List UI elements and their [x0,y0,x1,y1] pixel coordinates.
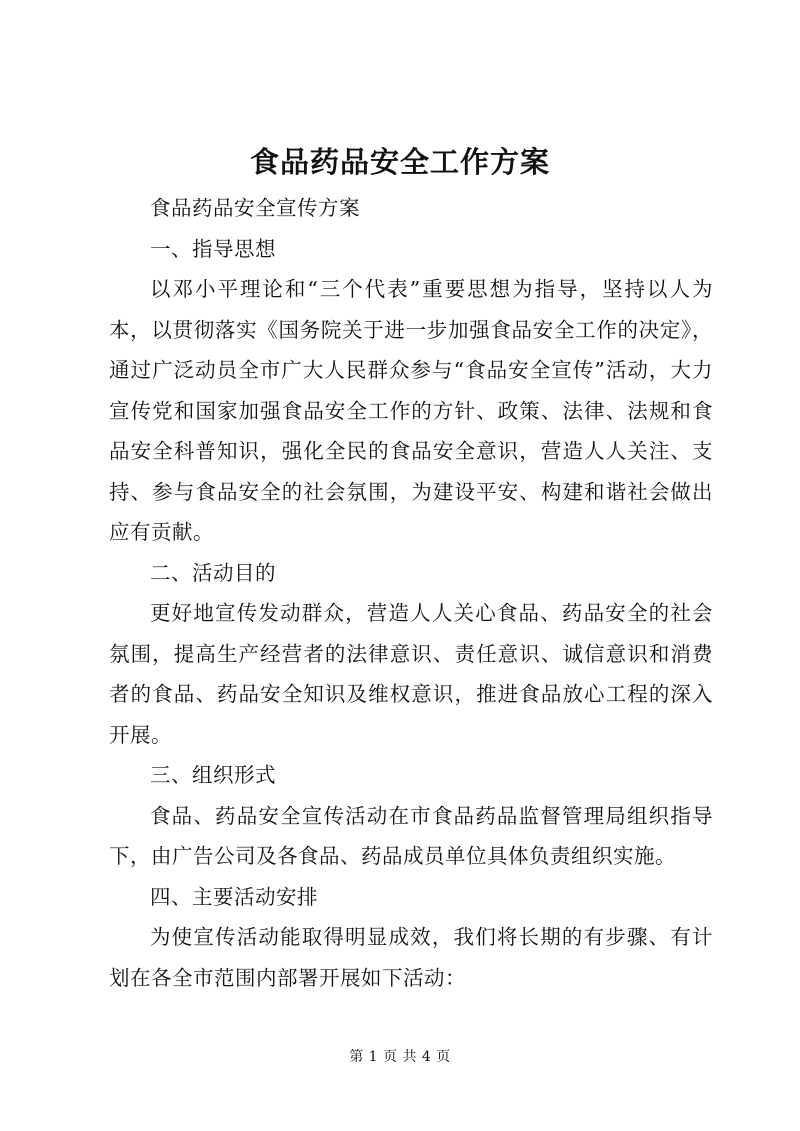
section-heading-organization-form: 三、组织形式 [150,763,276,787]
document-body [109,188,713,998]
paragraph-organization-form: 食品、药品安全宣传活动在市食品药品监督管理局组织指导下，由广告公司及各食品、药品成员单位具体负责组织实施。 [109,803,713,868]
paragraph-subtitle: 食品药品安全宣传方案 [150,196,360,220]
paragraph-main-activities: 为使宣传活动能取得明显成效，我们将长期的有步骤、有计划在各全市范围内部署开展如下活动： [109,925,713,990]
section-heading-main-activities: 四、主要活动安排 [150,884,318,909]
section-heading-activity-purpose: 二、活动目的 [150,560,276,585]
document-title: 食品药品安全工作方案 [249,145,550,179]
section-heading-guiding-ideology: 一、指导思想 [150,236,276,261]
paragraph-guiding-ideology: 以邓小平理论和“三个代表”重要思想为指导，坚持以人为本，以贯彻落实《国务院关于进一步加强食品安全工作的决定》，通过广泛动员全市广大人民群众参与“食品安全宣传”活动，大力宣传党和国家加强食品安全工作的方针、政策、法律、法规和食品安全科普知识，强化全民的食品安全意识，营造人人关注、支持、参与食品安全的社会氛围，为建设平安、构建和谐社会做出应有贡献。 [109,277,713,544]
page-footer: 第 1 页 共 4 页 [349,1049,451,1065]
paragraph-activity-purpose: 更好地宣传发动群众，营造人人关心食品、药品安全的社会氛围，提高生产经营者的法律意识、责任意识、诚信意识和消费者的食品、药品安全知识及维权意识，推进食品放心工程的深入开展。 [109,601,713,747]
